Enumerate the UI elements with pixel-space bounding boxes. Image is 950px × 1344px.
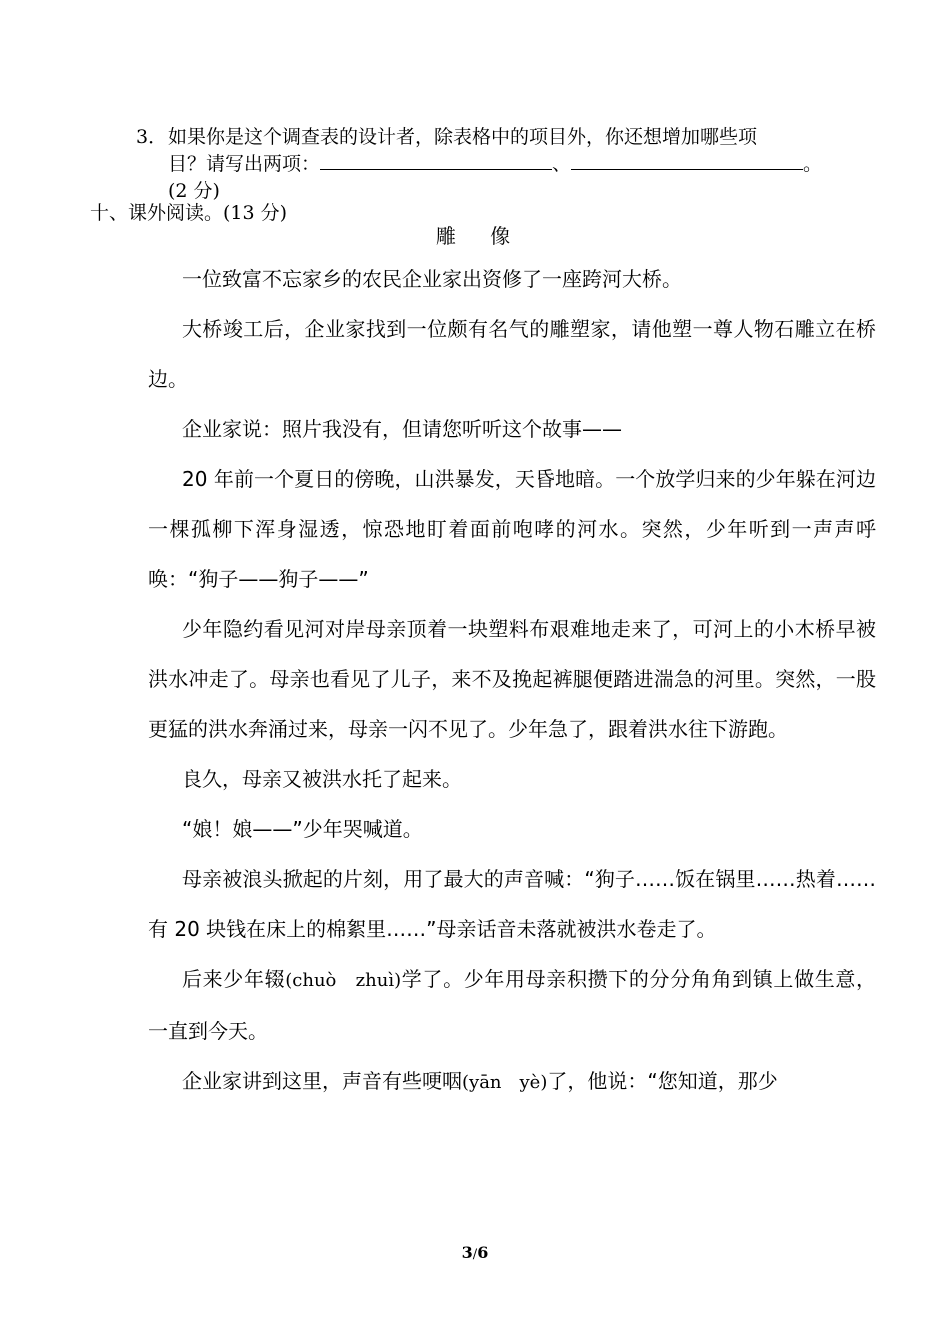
question-score: (2 分) bbox=[168, 180, 220, 202]
page-number bbox=[0, 1243, 950, 1262]
current-page: 3 bbox=[461, 1243, 473, 1262]
question-end-mark: 。 bbox=[803, 153, 823, 175]
paragraph: 母亲被浪头掀起的片刻，用了最大的声音喊：“狗子……饭在锅里……热着……有 20 块钱在床上的棉絮里……”母亲话音未落就被洪水卷走了。 bbox=[148, 867, 876, 941]
answer-blank-2[interactable] bbox=[571, 151, 803, 170]
paragraph bbox=[148, 954, 876, 1056]
paragraph-text: 了，他说：“您知道，那少 bbox=[547, 1069, 778, 1093]
question-3-line1 bbox=[136, 124, 876, 151]
question-text: 如果你是这个调查表的设计者，除表格中的项目外，你还想增加哪些项 bbox=[168, 126, 758, 148]
paragraph-text: 后来少年辍 bbox=[182, 967, 286, 991]
blank-separator: 、 bbox=[552, 153, 572, 175]
paragraph: “娘！娘——”少年哭喊道。 bbox=[182, 817, 423, 841]
page-separator: / bbox=[472, 1247, 478, 1262]
paragraph: 企业家说：照片我没有，但请您听听这个故事—— bbox=[182, 417, 622, 441]
question-prompt: 目？请写出两项： bbox=[168, 153, 321, 175]
paragraph bbox=[148, 1056, 876, 1108]
paragraph: 少年隐约看见河对岸母亲顶着一块塑料布艰难地走来了，可河上的小木桥早被洪水冲走了。母亲也看见了儿子，来不及挽起裤腿便踏进湍急的河里。突然，一股更猛的洪水奔涌过来，母亲一闪不见了。少年急了，跟着洪水往下游跑。 bbox=[148, 617, 876, 741]
question-3 bbox=[136, 124, 876, 205]
article-body bbox=[148, 254, 876, 1108]
article-title: 雕 像 bbox=[435, 224, 525, 248]
question-3-line2 bbox=[136, 151, 876, 178]
total-pages: 6 bbox=[477, 1243, 489, 1262]
pinyin-annotation: (chuò zhuì) bbox=[285, 970, 402, 991]
answer-blank-1[interactable] bbox=[320, 151, 552, 170]
paragraph: 20 年前一个夏日的傍晚，山洪暴发，天昏地暗。一个放学归来的少年躲在河边一棵孤柳下浑身湿透，惊恐地盯着面前咆哮的河水。突然，少年听到一声声呼唤：“狗子——狗子——” bbox=[148, 467, 876, 591]
paragraph: 大桥竣工后，企业家找到一位颇有名气的雕塑家，请他塑一尊人物石雕立在桥边。 bbox=[148, 317, 876, 391]
section-heading: 十、课外阅读。(13 分) bbox=[90, 202, 288, 224]
paragraph-text: 企业家讲到这里，声音有些哽咽 bbox=[182, 1069, 462, 1093]
paragraph: 良久，母亲又被洪水托了起来。 bbox=[182, 767, 462, 791]
pinyin-annotation: (yān yè) bbox=[462, 1072, 548, 1093]
paragraph-text: 学了。少年用母亲积攒下的分分角角到镇上做生意，一直到今天。 bbox=[148, 967, 877, 1043]
question-number: 3． bbox=[136, 126, 168, 148]
paragraph: 一位致富不忘家乡的农民企业家出资修了一座跨河大桥。 bbox=[182, 267, 682, 291]
